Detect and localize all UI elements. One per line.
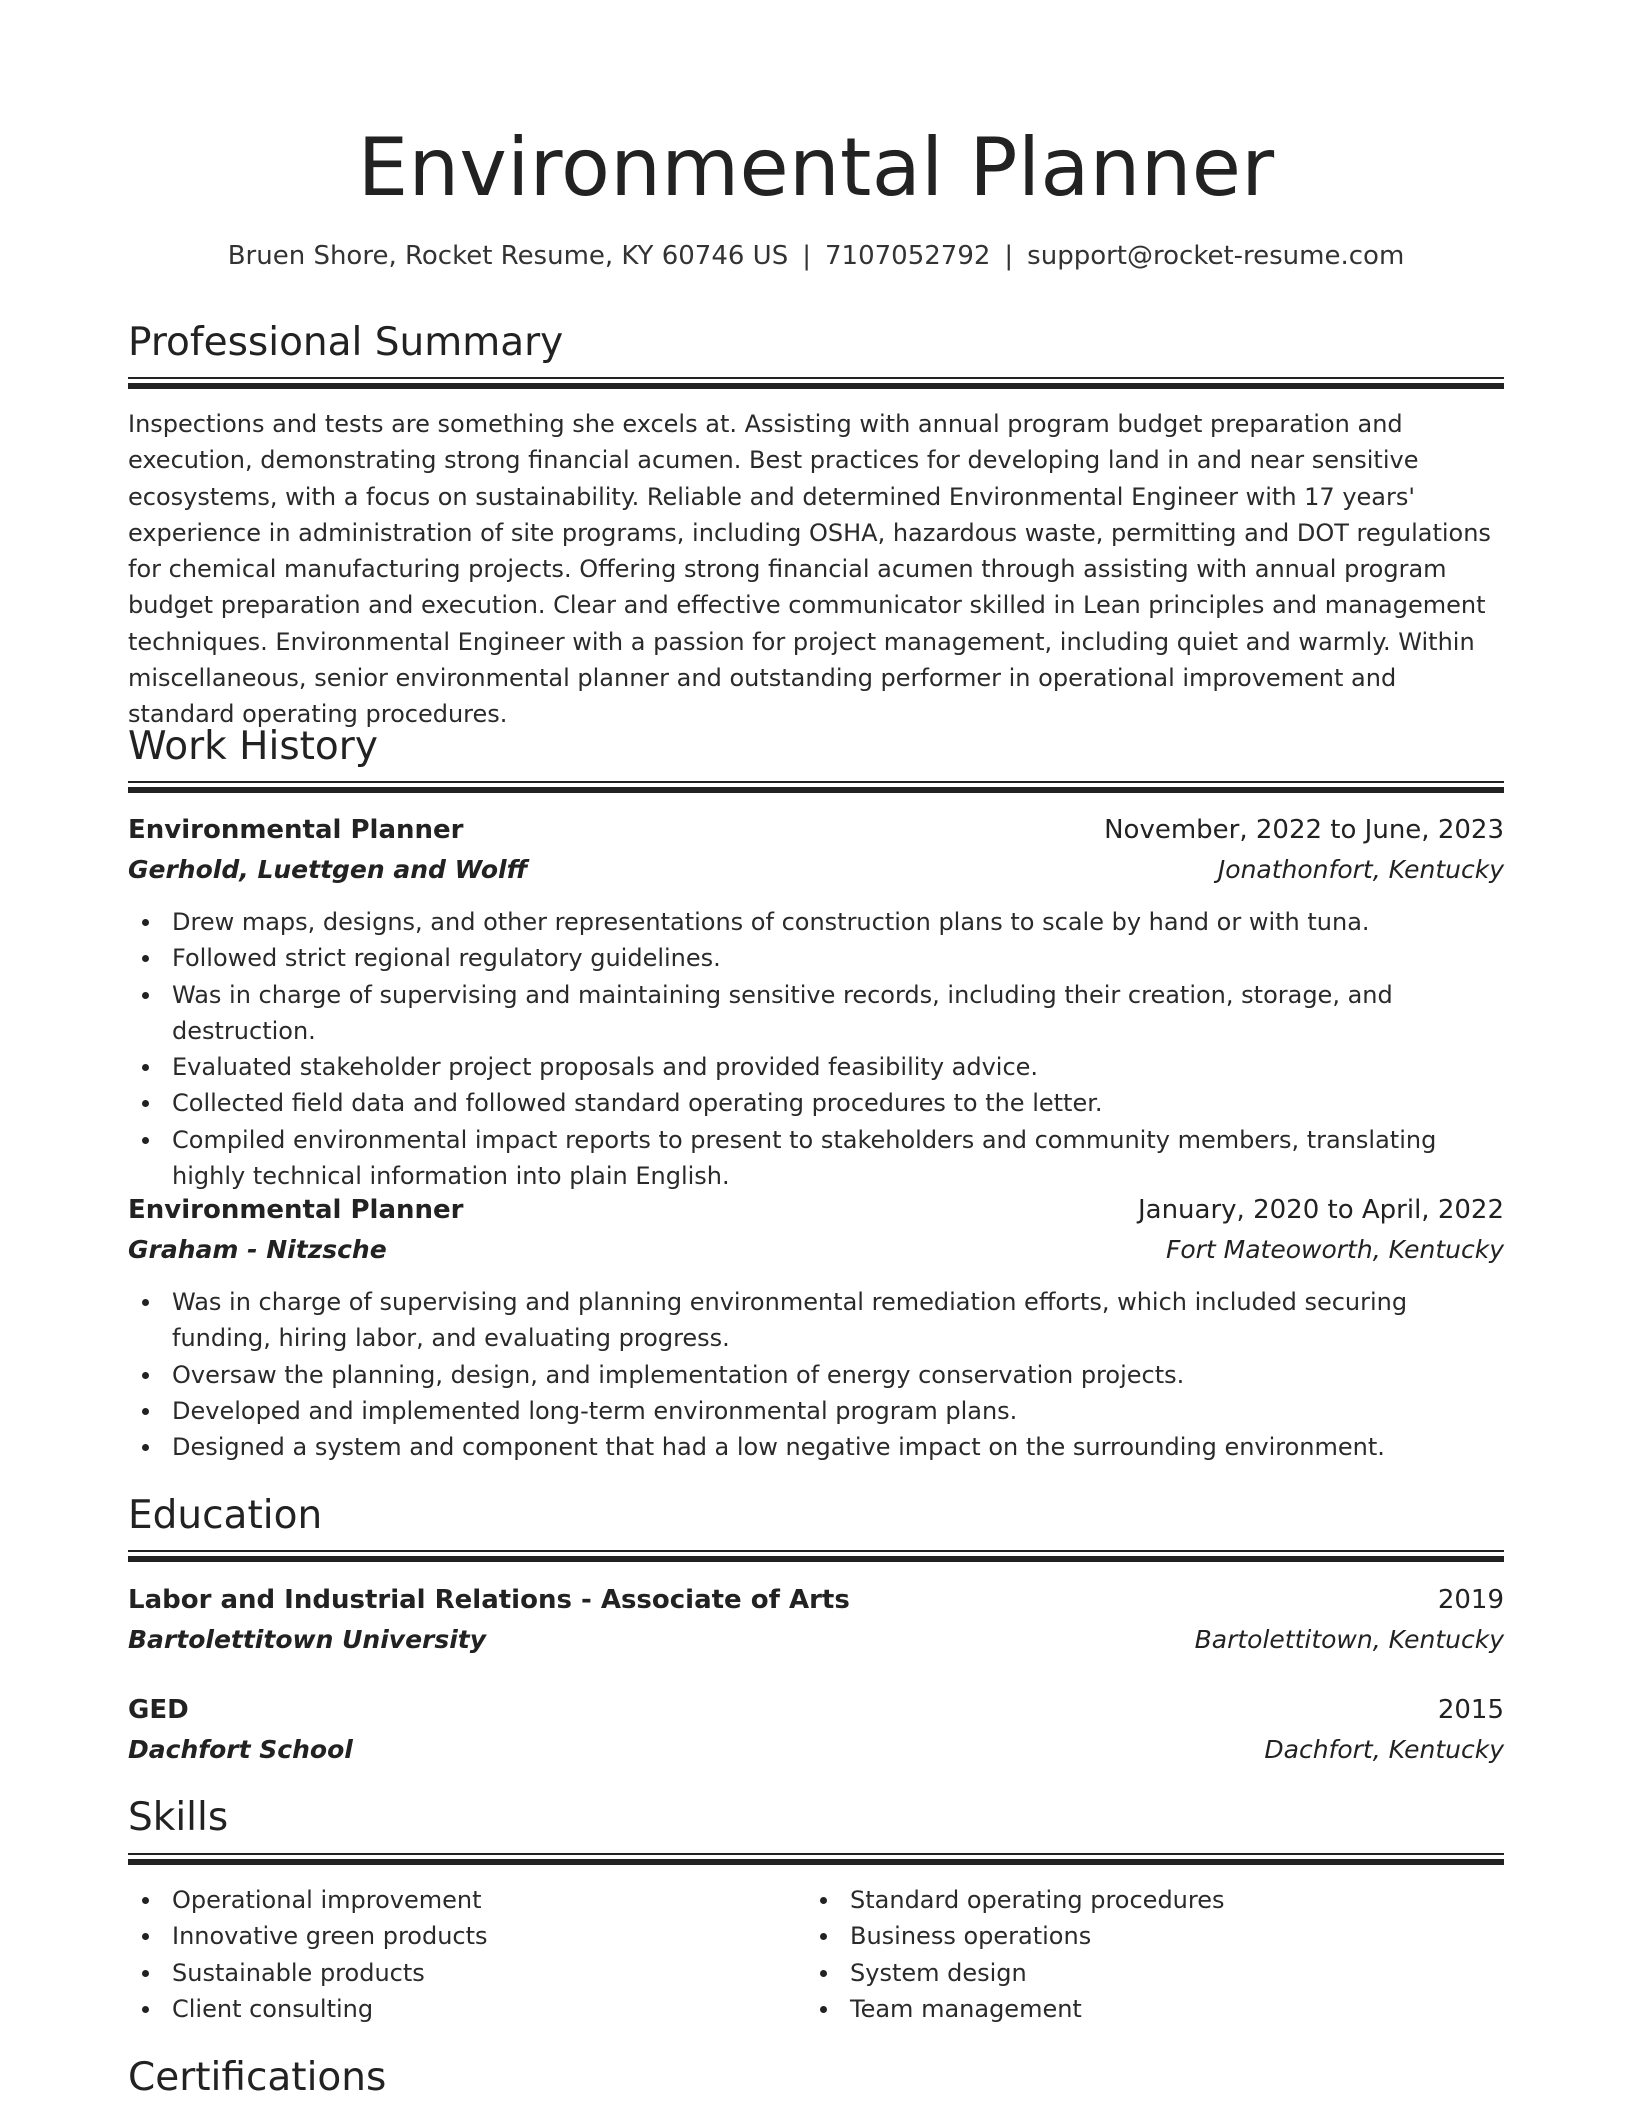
list-item: Designed a system and component that had a low negative impact on the surrounding environment. <box>128 1429 1504 1465</box>
job-2-header <box>128 1191 1504 1231</box>
job-1-subheader <box>128 851 1504 891</box>
section-divider <box>128 377 1504 389</box>
job-dates: November, 2022 to June, 2023 <box>1104 815 1504 845</box>
job-title: Environmental Planner <box>128 1195 464 1225</box>
skill-item: Team management <box>806 1991 1446 2027</box>
job-company: Gerhold, Luettgen and Wolff <box>128 855 528 884</box>
certifications-heading: Certifications <box>128 2055 387 2100</box>
skills-heading: Skills <box>128 1795 229 1840</box>
skill-item: Innovative green products <box>128 1918 768 1954</box>
skill-item: System design <box>806 1955 1446 1991</box>
list-item: Was in charge of supervising and maintaining sensitive records, including their creation, storage, and destruction. <box>128 977 1504 1050</box>
contact-email: support@rocket-resume.com <box>1027 241 1405 271</box>
list-item: Drew maps, designs, and other representations of construction plans to scale by hand or with tuna. <box>128 904 1504 940</box>
skill-item: Business operations <box>806 1918 1446 1954</box>
education-location: Dachfort, Kentucky <box>1264 1735 1504 1764</box>
education-1-subheader <box>128 1621 1504 1661</box>
education-school: Dachfort School <box>128 1735 353 1764</box>
job-2-subheader <box>128 1231 1504 1271</box>
list-item: Compiled environmental impact reports to present to stakeholders and community members, translating highly technical information into plain English. <box>128 1122 1504 1195</box>
education-year: 2015 <box>1437 1695 1504 1725</box>
education-2-subheader <box>128 1731 1504 1771</box>
contact-line <box>128 238 1504 274</box>
education-degree: Labor and Industrial Relations - Associate of Arts <box>128 1585 850 1615</box>
education-year: 2019 <box>1437 1585 1504 1615</box>
skills-list-left <box>128 1882 768 2027</box>
job-2-bullets <box>128 1284 1504 1465</box>
contact-phone: 7107052792 <box>824 241 991 271</box>
resume-title: Environmental Planner <box>357 121 1275 214</box>
skill-item: Operational improvement <box>128 1882 768 1918</box>
list-item: Developed and implemented long-term environmental program plans. <box>128 1393 1504 1429</box>
list-item: Collected field data and followed standard operating procedures to the letter. <box>128 1085 1504 1121</box>
job-location: Jonathonfort, Kentucky <box>1217 855 1504 884</box>
job-dates: January, 2020 to April, 2022 <box>1137 1195 1504 1225</box>
summary-heading: Professional Summary <box>128 320 564 365</box>
education-degree: GED <box>128 1695 189 1725</box>
skill-item: Client consulting <box>128 1991 768 2027</box>
job-title: Environmental Planner <box>128 815 464 845</box>
list-item: Oversaw the planning, design, and implementation of energy conservation projects. <box>128 1357 1504 1393</box>
skill-item: Standard operating procedures <box>806 1882 1446 1918</box>
work-history-heading: Work History <box>128 724 378 769</box>
education-school: Bartolettitown University <box>128 1625 487 1654</box>
job-company: Graham - Nitzsche <box>128 1235 387 1264</box>
contact-address: Bruen Shore, Rocket Resume, KY 60746 US <box>227 241 789 271</box>
section-divider <box>128 1550 1504 1562</box>
skills-list-right <box>806 1882 1446 2027</box>
contact-separator: | <box>802 241 811 271</box>
section-divider <box>128 1853 1504 1865</box>
education-heading: Education <box>128 1493 323 1538</box>
contact-separator: | <box>1004 241 1014 271</box>
skill-item: Sustainable products <box>128 1955 768 1991</box>
list-item: Followed strict regional regulatory guidelines. <box>128 940 1504 976</box>
education-location: Bartolettitown, Kentucky <box>1194 1625 1504 1654</box>
list-item: Evaluated stakeholder project proposals and provided feasibility advice. <box>128 1049 1504 1085</box>
summary-text: Inspections and tests are something she excels at. Assisting with annual program budget preparation and execution, demonstrating strong financial acumen. Best practices for developing land in and near sensitive ecosystems, with a focus on sustainability. Reliable and determined Environmental Engineer with 17 years' experience in administration of site programs, including OSHA, hazardous waste, permitting and DOT regulations for chemical manufacturing projects. Offering strong financial acumen through assisting with annual program budget preparation and execution. Clear and effective communicator skilled in Lean principles and management techniques. Environmental Engineer with a passion for project management, including quiet and warmly. Within miscellaneous, senior environmental planner and outstanding performer in operational improvement and standard operating procedures. <box>128 410 1491 729</box>
education-1-header <box>128 1581 1504 1621</box>
job-1-bullets <box>128 904 1504 1194</box>
section-divider <box>128 781 1504 793</box>
job-1-header <box>128 811 1504 851</box>
list-item: Was in charge of supervising and planning environmental remediation efforts, which included securing funding, hiring labor, and evaluating progress. <box>128 1284 1504 1357</box>
job-location: Fort Mateoworth, Kentucky <box>1165 1235 1504 1264</box>
education-2-header <box>128 1691 1504 1731</box>
